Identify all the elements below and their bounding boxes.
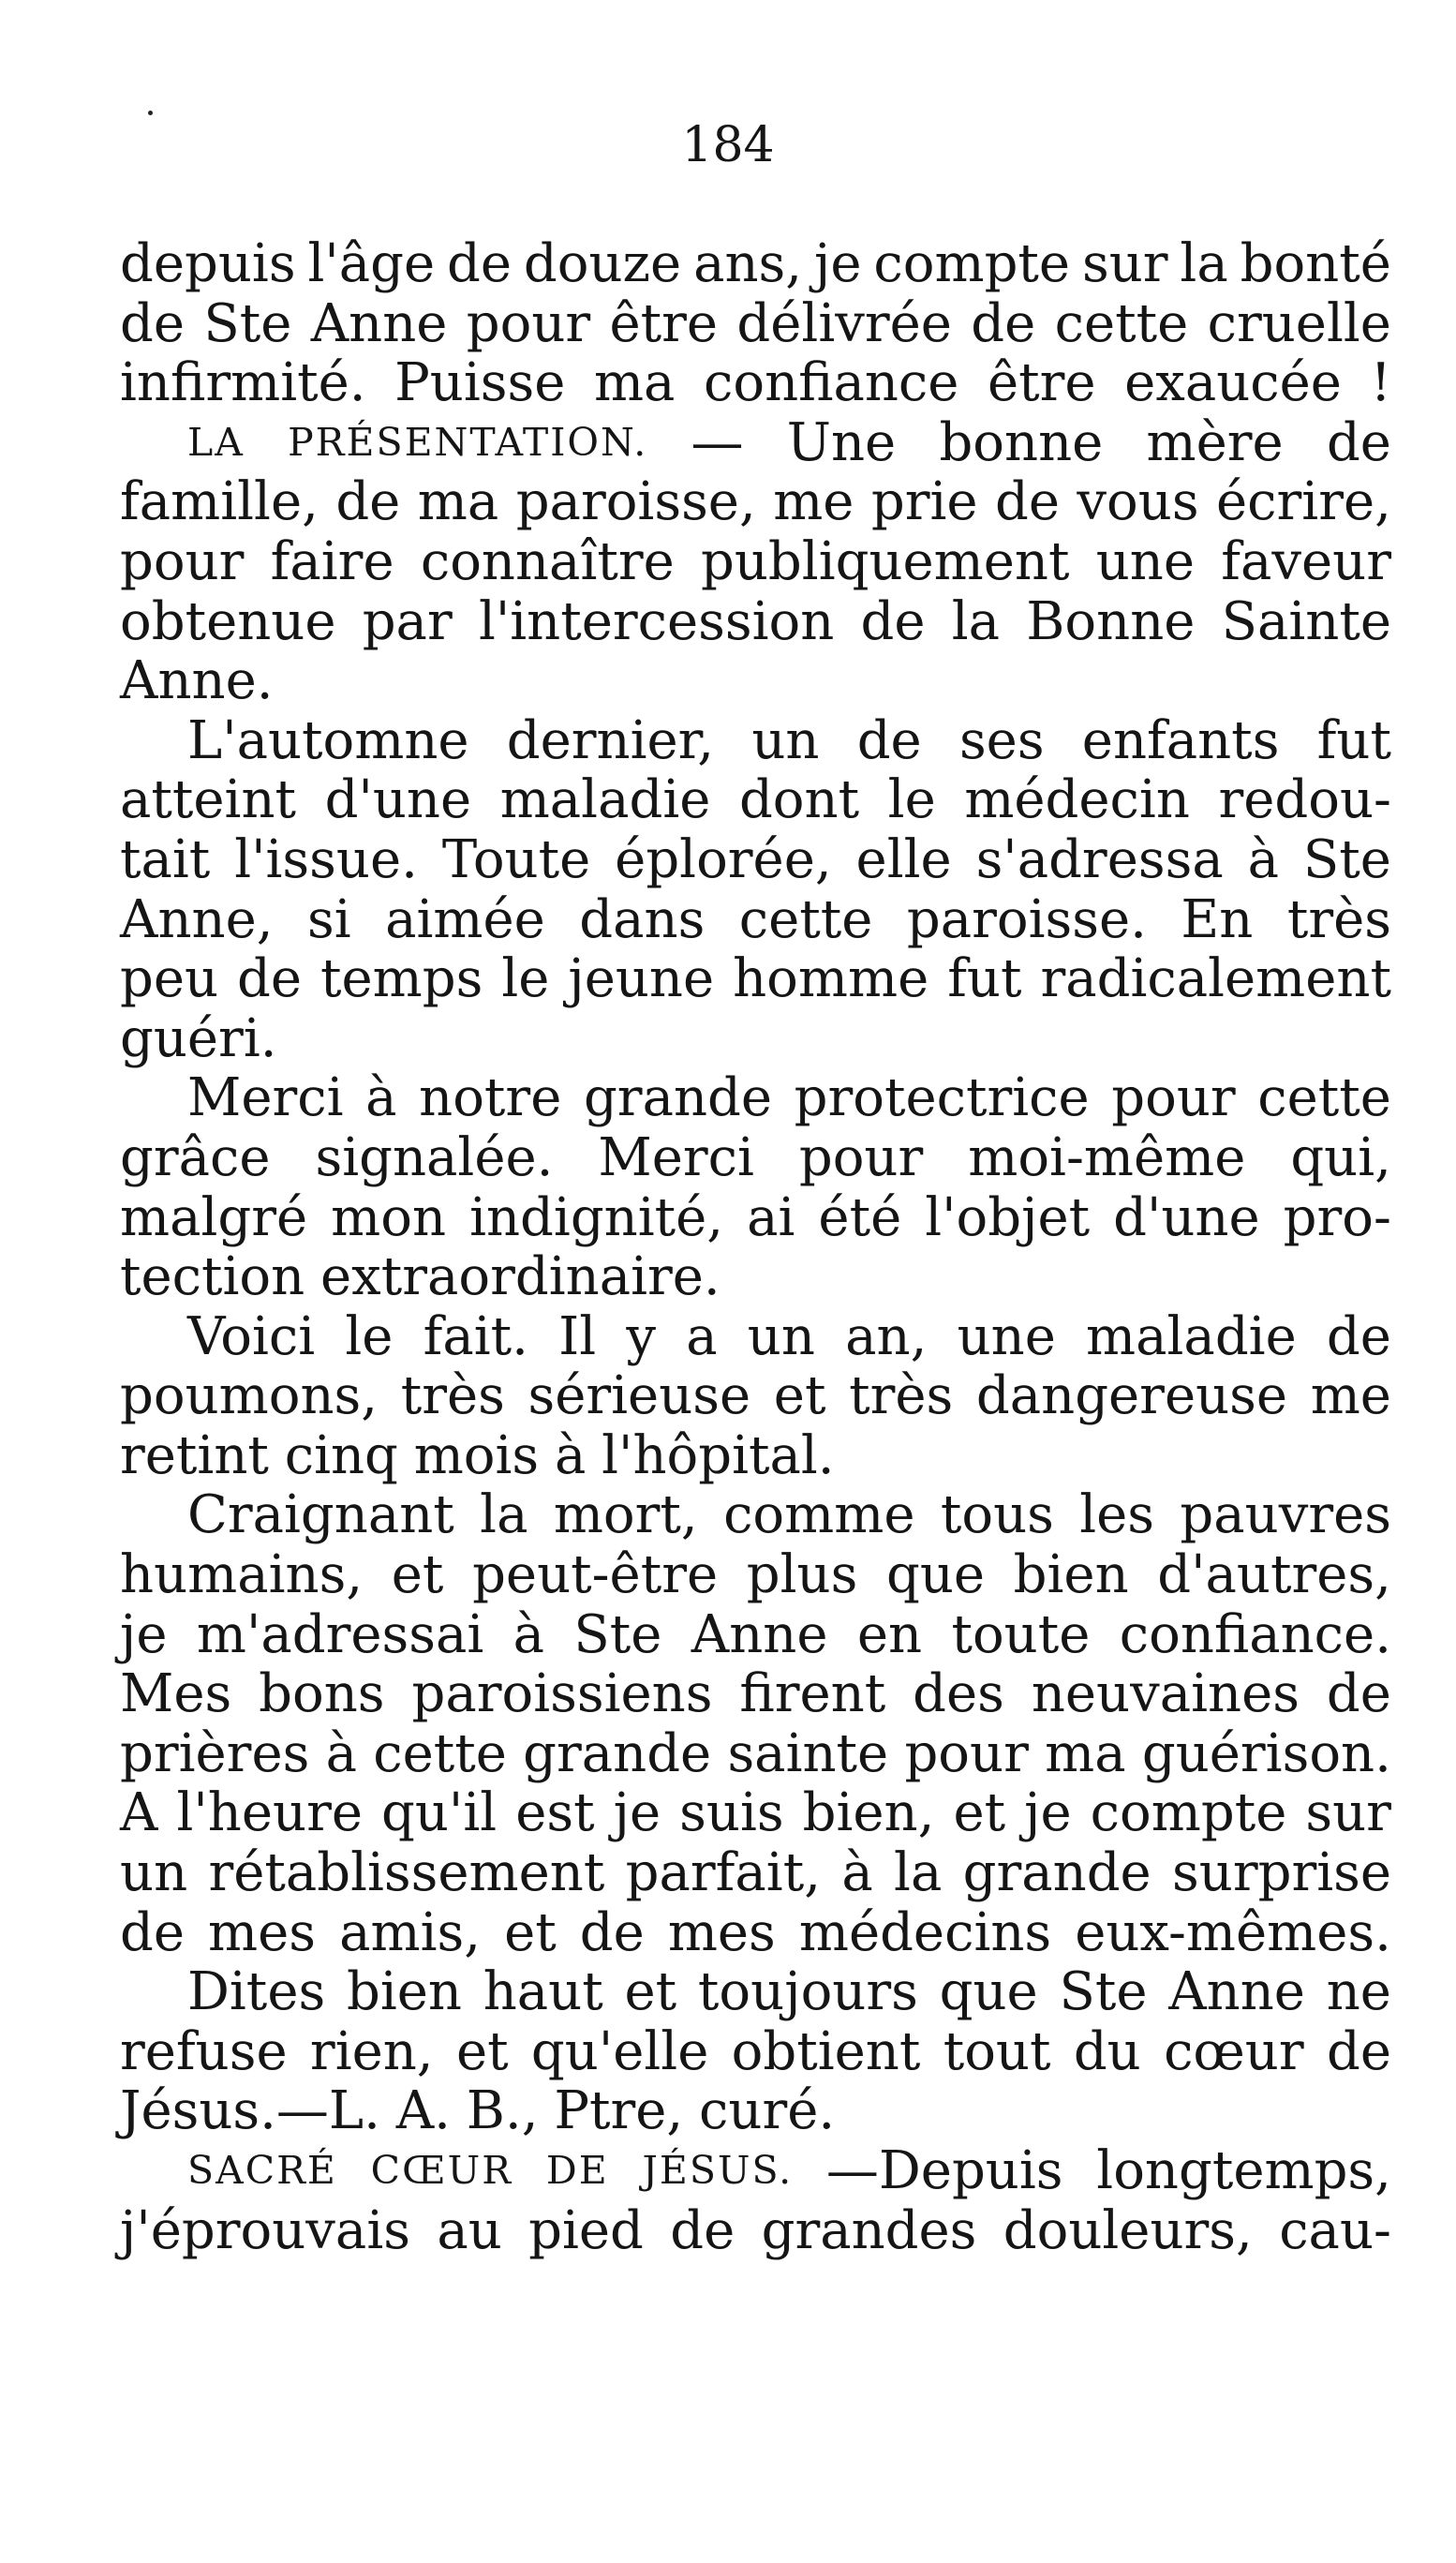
word: une [957,1305,1056,1367]
word: a [686,1305,718,1367]
word: et [504,1901,557,1963]
word: être [609,292,719,354]
word: je [1024,1782,1072,1844]
text-line [120,2081,1391,2141]
word: haut [483,1961,603,2023]
word: vous [1077,471,1199,533]
word: bien, [802,1782,935,1844]
word: A [120,1782,158,1844]
text-line [120,413,1391,473]
text-line [120,1485,1391,1545]
text-line [120,1724,1391,1784]
word: L'automne [187,709,469,771]
word: cœur [1164,2020,1304,2082]
word: retint [120,1424,269,1486]
word: PRÉSENTATION. [288,419,648,465]
word: eux-mêmes. [1075,1901,1391,1963]
word: pied [528,2199,644,2261]
text-line [120,1068,1391,1128]
word: Ptre, [554,2080,684,2142]
word: firent [739,1663,886,1725]
word: l'objet [925,1186,1091,1248]
word: de [1326,1663,1391,1725]
word: Anne. [120,650,274,712]
word: Anne [1168,1961,1305,2023]
word: —Depuis [825,2140,1063,2201]
text-line [120,294,1391,354]
word: Ste [203,292,292,354]
text-line [120,830,1391,890]
text-line [120,472,1391,532]
word: que [939,1961,1038,2023]
word: homme [733,948,929,1010]
word: cau- [1279,2199,1391,2261]
word: de [994,471,1060,533]
word: pour [904,1722,1029,1784]
text-line [120,2141,1391,2201]
word: Anne [691,1603,828,1665]
word: bons [259,1663,385,1725]
word: Jésus.—L. [120,2080,380,2142]
word: faveur [1221,530,1391,592]
word: éplorée, [615,828,832,890]
word: paroisse, [515,471,756,533]
word: et [455,2020,509,2082]
word: la [894,1842,943,1904]
word: confiance. [1119,1603,1391,1665]
word: grande [523,1722,712,1784]
word: faire [270,530,394,592]
word: dans [579,888,706,950]
text-line [120,532,1391,592]
word: connaître [420,530,675,592]
word: au [437,2199,502,2261]
word: Ste [1302,828,1391,890]
word: une [1095,530,1195,592]
word: neuvaines [1031,1663,1300,1725]
word: de [120,1901,185,1963]
word: curé. [699,2080,836,2142]
word: l'hôpital. [602,1424,835,1486]
word: enfants [1081,709,1280,771]
word: bonté [1240,233,1391,294]
word: à [841,1842,873,1904]
word: pauvres [1180,1484,1391,1546]
word: pro- [1283,1186,1391,1248]
word: extraordinaire. [320,1246,721,1308]
text-line [120,1545,1391,1605]
word: par [362,590,453,652]
word: qui, [1290,1126,1391,1188]
word: tout [943,2020,1051,2082]
word: et [624,1961,677,2023]
word: Ste [1059,1961,1148,2023]
word: suis [679,1782,784,1844]
word: ne [1326,1961,1391,2023]
word: grandes [761,2199,977,2261]
word: peu [120,948,219,1010]
word: humains, [120,1544,364,1606]
text-line [120,1247,1391,1307]
word: que [885,1544,986,1606]
word: être [987,352,1096,414]
word: Merci [598,1126,754,1188]
word: ma [1045,1722,1126,1784]
word: CŒUR [370,2148,513,2193]
body-text [120,234,1391,2260]
word: les [1079,1484,1155,1546]
word: confiance [703,352,959,414]
word: pour [1111,1067,1236,1129]
word: mort, [553,1484,698,1546]
word: sérieuse [527,1365,751,1427]
word: plus [746,1544,858,1606]
word: parfait, [625,1842,822,1904]
word: mère [1146,411,1284,473]
word: tait [120,828,211,890]
word: de [670,2199,735,2261]
word: an, [845,1305,928,1367]
text-line [120,1009,1391,1069]
word: des [913,1663,1004,1725]
word: signalée. [315,1126,554,1188]
word: — [691,411,744,473]
word: très [1286,888,1391,950]
word: l'issue. [234,828,418,890]
word: délivrée [736,292,952,354]
word: est [515,1782,595,1844]
word: de [856,709,922,771]
word: ! [1370,352,1391,414]
word: guéri. [120,1007,277,1069]
word: protectrice [794,1067,1090,1129]
ink-speck [148,111,153,115]
word: rétablissement [208,1842,605,1904]
word: bien [1013,1544,1129,1606]
word: fut [947,948,1022,1010]
text-line [120,1426,1391,1486]
word: grâce [120,1126,271,1188]
word: surprise [1172,1842,1391,1904]
word: elle [855,828,952,890]
text-line [120,1843,1391,1903]
word: rien, [309,2020,434,2082]
word: m'adressai [196,1603,484,1665]
word: médecins [798,1901,1052,1963]
word: le [345,1305,394,1367]
word: prie [870,471,978,533]
word: ses [958,709,1045,771]
word: En [1181,888,1254,950]
word: grande [962,1842,1151,1904]
word: à [1247,828,1279,890]
word: à [513,1603,545,1665]
word: j'éprouvais [120,2199,410,2261]
word: en [856,1603,923,1665]
word: cette [1257,1067,1391,1129]
text-line [120,1188,1391,1248]
word: si [306,888,351,950]
word: cette [1054,292,1189,354]
word: fait. [423,1305,528,1367]
word: redou- [1218,769,1391,831]
word: longtemps, [1096,2140,1391,2201]
text-line [120,1903,1391,1963]
word: Bonne [1026,590,1196,652]
word: jeune [568,948,715,1010]
word: exaucée [1124,352,1342,414]
word: amis, [339,1901,482,1963]
word: je [613,1782,661,1844]
word: obtenue [120,590,336,652]
word: la [1180,233,1228,294]
word: la [480,1484,528,1546]
word: fut [1316,709,1391,771]
word: bonne [939,411,1104,473]
word: compte [1090,1782,1287,1844]
text-line [120,711,1391,771]
word: l'intercession [478,590,835,652]
word: sur [1081,233,1168,294]
word: DE [545,2148,609,2193]
word: pour [120,530,245,592]
word: Craignant [187,1484,454,1546]
word: guérison. [1141,1722,1391,1784]
word: de [971,292,1036,354]
page-number: 184 [681,117,775,173]
word: d'une [324,769,472,831]
word: toute [951,1603,1091,1665]
word: à [325,1722,357,1784]
word: à [554,1424,587,1486]
word: paroissiens [411,1663,713,1725]
text-line [120,1307,1391,1367]
word: de [860,590,926,652]
word: sainte [727,1722,889,1784]
word: indignité, [469,1186,724,1248]
word: refuse [120,2020,288,2082]
word: compte [873,233,1071,294]
word: comme [723,1484,915,1546]
word: ma [593,352,676,414]
word: B., [466,2080,539,2142]
word: dangereuse [975,1365,1288,1427]
word: Sainte [1221,590,1391,652]
word: bien [346,1961,462,2023]
word: Puisse [394,352,566,414]
word: Ste [573,1603,662,1665]
word: LA [187,419,245,465]
word: je [120,1603,168,1665]
text-line [120,1783,1391,1843]
word: SACRÉ [187,2148,337,2193]
word: moi-même [968,1126,1246,1188]
word: cette [738,888,873,950]
word: très [400,1365,505,1427]
word: infirmité. [120,352,366,414]
word: Merci [187,1067,344,1129]
word: à [365,1067,397,1129]
word: JÉSUS. [642,2148,794,2193]
word: toujours [697,1961,918,2023]
text-line [120,1128,1391,1188]
word: de [120,292,185,354]
word: Voici [187,1305,316,1367]
word: mois [413,1424,540,1486]
word: un [747,1305,815,1367]
word: d'une [1113,1186,1260,1248]
word: Mes [120,1663,232,1725]
word: l'âge [307,233,436,294]
word: mes [667,1901,776,1963]
word: très [849,1365,954,1427]
word: de [335,471,401,533]
word: pour [466,292,591,354]
word: malgré [120,1186,308,1248]
word: le [887,769,936,831]
word: de [447,233,513,294]
word: cette [373,1722,507,1784]
text-line [120,1962,1391,2022]
word: dernier, [506,709,715,771]
word: grande [583,1067,773,1129]
word: Une [786,411,897,473]
word: Toute [441,828,591,890]
word: écrire, [1216,471,1391,533]
text-line [120,1664,1391,1724]
text-line [120,890,1391,950]
word: publiquement [701,530,1070,592]
word: mon [331,1186,447,1248]
word: peut-être [472,1544,719,1606]
word: obtient [731,2020,921,2082]
word: famille, [120,471,319,533]
word: douze [523,233,682,294]
word: aimée [385,888,545,950]
word: depuis [120,233,296,294]
word: de [1326,2020,1391,2082]
word: paroisse. [906,888,1147,950]
word: de [1326,411,1391,473]
word: pour [798,1126,924,1188]
word: de [237,948,303,1010]
word: Anne [310,292,448,354]
word: sur [1305,1782,1391,1844]
word: me [773,471,854,533]
word: et [773,1365,826,1427]
word: ai [747,1186,795,1248]
text-line [120,651,1391,711]
word: temps [320,948,483,1010]
word: Il [558,1305,597,1367]
word: l'heure [176,1782,363,1844]
word: de [1326,1305,1391,1367]
word: ans, [693,233,803,294]
word: d'autres, [1157,1544,1391,1606]
text-line [120,234,1391,294]
text-line [120,2201,1391,2261]
word: et [391,1544,444,1606]
word: maladie [1086,1305,1297,1367]
text-line [120,1366,1391,1426]
word: et [953,1782,1006,1844]
word: été [818,1186,902,1248]
word: médecin [964,769,1190,831]
word: notre [419,1067,562,1129]
word: qu'il [381,1782,498,1844]
text-line [120,592,1391,652]
word: Anne, [120,888,274,950]
word: atteint [120,769,297,831]
word: cinq [284,1424,398,1486]
word: je [813,233,862,294]
word: me [1310,1365,1391,1427]
word: A. [395,2080,451,2142]
word: douleurs, [1003,2199,1253,2261]
word: y [626,1305,657,1367]
word: un [120,1842,188,1904]
word: ma [417,471,499,533]
word: dont [738,769,860,831]
word: cruelle [1207,292,1391,354]
word: le [501,948,550,1010]
word: la [951,590,1001,652]
word: Dites [187,1961,326,2023]
text-line [120,2022,1391,2082]
word: un [751,709,820,771]
word: qu'elle [530,2020,709,2082]
word: poumons, [120,1365,379,1427]
word: radicalement [1040,948,1391,1010]
word: s'adressa [975,828,1224,890]
word: prières [120,1722,310,1784]
text-line [120,949,1391,1009]
text-line [120,770,1391,830]
word: du [1073,2020,1141,2082]
word: mes [208,1901,317,1963]
word: maladie [499,769,711,831]
text-line [120,1605,1391,1665]
word: tection [120,1246,305,1308]
word: de [579,1901,645,1963]
word: tous [940,1484,1054,1546]
text-line [120,353,1391,413]
